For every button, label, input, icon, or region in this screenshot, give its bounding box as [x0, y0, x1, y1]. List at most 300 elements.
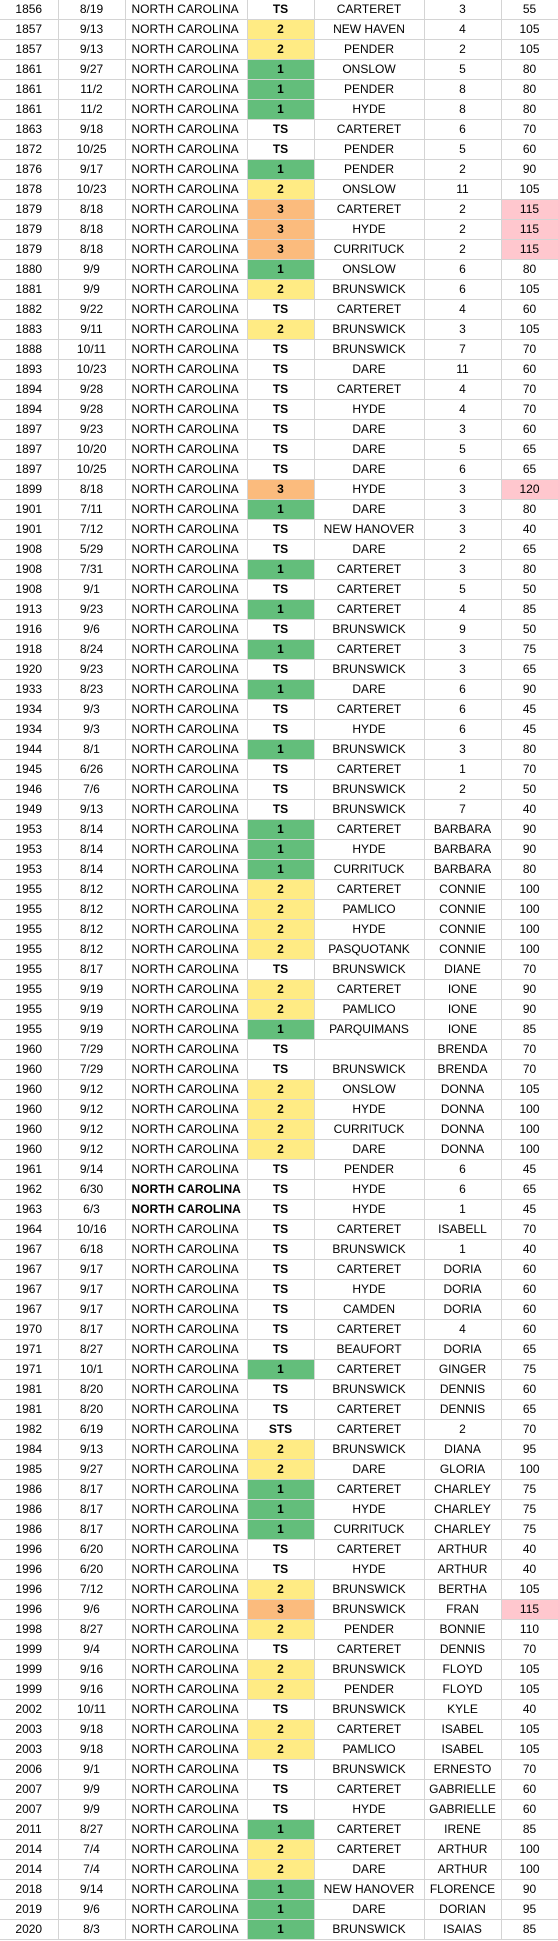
year-cell[interactable]: 2007 — [0, 1780, 58, 1800]
storm-name-cell[interactable]: 7 — [424, 800, 501, 820]
date-cell[interactable]: 7/31 — [58, 560, 125, 580]
category-cell[interactable]: TS — [247, 520, 314, 540]
category-cell[interactable]: 2 — [247, 1080, 314, 1100]
county-cell[interactable]: CARTERET — [314, 380, 424, 400]
county-cell[interactable]: CARTERET — [314, 1360, 424, 1380]
county-cell[interactable]: HYDE — [314, 1200, 424, 1220]
year-cell[interactable]: 1960 — [0, 1060, 58, 1080]
wind-cell[interactable]: 60 — [501, 1280, 558, 1300]
year-cell[interactable]: 1872 — [0, 140, 58, 160]
storm-name-cell[interactable]: 3 — [424, 0, 501, 20]
state-cell[interactable]: NORTH CAROLINA — [125, 660, 247, 680]
county-cell[interactable]: CARTERET — [314, 980, 424, 1000]
wind-cell[interactable]: 80 — [501, 60, 558, 80]
category-cell[interactable]: 2 — [247, 1620, 314, 1640]
county-cell[interactable]: CARTERET — [314, 640, 424, 660]
state-cell[interactable]: NORTH CAROLINA — [125, 560, 247, 580]
wind-cell[interactable]: 100 — [501, 900, 558, 920]
wind-cell[interactable]: 60 — [501, 1300, 558, 1320]
date-cell[interactable]: 8/17 — [58, 1520, 125, 1540]
storm-name-cell[interactable]: 5 — [424, 140, 501, 160]
wind-cell[interactable]: 105 — [501, 320, 558, 340]
storm-name-cell[interactable]: FLOYD — [424, 1680, 501, 1700]
date-cell[interactable]: 9/18 — [58, 1740, 125, 1760]
category-cell[interactable]: TS — [247, 1400, 314, 1420]
county-cell[interactable]: CARTERET — [314, 1480, 424, 1500]
year-cell[interactable]: 1960 — [0, 1080, 58, 1100]
year-cell[interactable]: 1955 — [0, 880, 58, 900]
category-cell[interactable]: TS — [247, 1800, 314, 1820]
state-cell[interactable]: NORTH CAROLINA — [125, 1640, 247, 1660]
storm-name-cell[interactable]: ISABEL — [424, 1720, 501, 1740]
state-cell[interactable]: NORTH CAROLINA — [125, 80, 247, 100]
year-cell[interactable]: 1986 — [0, 1520, 58, 1540]
category-cell[interactable]: TS — [247, 300, 314, 320]
year-cell[interactable]: 1970 — [0, 1320, 58, 1340]
date-cell[interactable]: 9/17 — [58, 1300, 125, 1320]
year-cell[interactable]: 1996 — [0, 1580, 58, 1600]
storm-name-cell[interactable]: 4 — [424, 1320, 501, 1340]
category-cell[interactable]: 1 — [247, 1880, 314, 1900]
category-cell[interactable]: 1 — [247, 1480, 314, 1500]
county-cell[interactable]: HYDE — [314, 1100, 424, 1120]
county-cell[interactable]: BRUNSWICK — [314, 1060, 424, 1080]
state-cell[interactable]: NORTH CAROLINA — [125, 1720, 247, 1740]
category-cell[interactable]: TS — [247, 1200, 314, 1220]
year-cell[interactable]: 1899 — [0, 480, 58, 500]
storm-name-cell[interactable]: 3 — [424, 660, 501, 680]
category-cell[interactable]: 1 — [247, 1920, 314, 1940]
county-cell[interactable]: PAMLICO — [314, 1000, 424, 1020]
category-cell[interactable]: TS — [247, 400, 314, 420]
storm-name-cell[interactable]: 4 — [424, 20, 501, 40]
year-cell[interactable]: 1893 — [0, 360, 58, 380]
wind-cell[interactable]: 70 — [501, 1420, 558, 1440]
wind-cell[interactable]: 105 — [501, 180, 558, 200]
category-cell[interactable]: 2 — [247, 940, 314, 960]
storm-name-cell[interactable]: BRENDA — [424, 1060, 501, 1080]
date-cell[interactable]: 10/23 — [58, 360, 125, 380]
date-cell[interactable]: 9/9 — [58, 280, 125, 300]
year-cell[interactable]: 2011 — [0, 1820, 58, 1840]
date-cell[interactable]: 10/11 — [58, 1700, 125, 1720]
wind-cell[interactable]: 85 — [501, 1820, 558, 1840]
category-cell[interactable]: 2 — [247, 1140, 314, 1160]
date-cell[interactable]: 9/19 — [58, 980, 125, 1000]
state-cell[interactable]: NORTH CAROLINA — [125, 1220, 247, 1240]
category-cell[interactable]: 1 — [247, 1500, 314, 1520]
year-cell[interactable]: 2020 — [0, 1920, 58, 1940]
category-cell[interactable]: TS — [247, 1340, 314, 1360]
year-cell[interactable]: 1955 — [0, 980, 58, 1000]
county-cell[interactable]: HYDE — [314, 480, 424, 500]
wind-cell[interactable]: 100 — [501, 1860, 558, 1880]
state-cell[interactable]: NORTH CAROLINA — [125, 1620, 247, 1640]
date-cell[interactable]: 8/20 — [58, 1400, 125, 1420]
category-cell[interactable]: TS — [247, 620, 314, 640]
date-cell[interactable]: 8/12 — [58, 940, 125, 960]
wind-cell[interactable]: 60 — [501, 360, 558, 380]
year-cell[interactable]: 1879 — [0, 220, 58, 240]
category-cell[interactable]: 1 — [247, 1360, 314, 1380]
category-cell[interactable]: TS — [247, 340, 314, 360]
category-cell[interactable]: TS — [247, 540, 314, 560]
date-cell[interactable]: 9/9 — [58, 260, 125, 280]
category-cell[interactable]: TS — [247, 1540, 314, 1560]
wind-cell[interactable]: 40 — [501, 800, 558, 820]
state-cell[interactable]: NORTH CAROLINA — [125, 760, 247, 780]
wind-cell[interactable]: 105 — [501, 1740, 558, 1760]
county-cell[interactable]: PAMLICO — [314, 1740, 424, 1760]
wind-cell[interactable]: 40 — [501, 1560, 558, 1580]
storm-name-cell[interactable]: 2 — [424, 240, 501, 260]
state-cell[interactable]: NORTH CAROLINA — [125, 1800, 247, 1820]
year-cell[interactable]: 1955 — [0, 940, 58, 960]
state-cell[interactable]: NORTH CAROLINA — [125, 1840, 247, 1860]
year-cell[interactable]: 1908 — [0, 580, 58, 600]
year-cell[interactable]: 1934 — [0, 720, 58, 740]
state-cell[interactable]: NORTH CAROLINA — [125, 1460, 247, 1480]
state-cell[interactable]: NORTH CAROLINA — [125, 1580, 247, 1600]
storm-name-cell[interactable]: 8 — [424, 80, 501, 100]
year-cell[interactable]: 2018 — [0, 1880, 58, 1900]
category-cell[interactable]: 1 — [247, 260, 314, 280]
date-cell[interactable]: 8/14 — [58, 860, 125, 880]
year-cell[interactable]: 1981 — [0, 1400, 58, 1420]
date-cell[interactable]: 9/11 — [58, 320, 125, 340]
date-cell[interactable]: 9/16 — [58, 1680, 125, 1700]
date-cell[interactable]: 9/13 — [58, 20, 125, 40]
county-cell[interactable]: DARE — [314, 1140, 424, 1160]
storm-name-cell[interactable]: ERNESTO — [424, 1760, 501, 1780]
category-cell[interactable]: TS — [247, 420, 314, 440]
date-cell[interactable]: 7/6 — [58, 780, 125, 800]
county-cell[interactable]: HYDE — [314, 720, 424, 740]
wind-cell[interactable]: 50 — [501, 620, 558, 640]
wind-cell[interactable]: 75 — [501, 1500, 558, 1520]
storm-name-cell[interactable]: 3 — [424, 420, 501, 440]
storm-name-cell[interactable]: 1 — [424, 1200, 501, 1220]
state-cell[interactable]: NORTH CAROLINA — [125, 1560, 247, 1580]
wind-cell[interactable]: 70 — [501, 760, 558, 780]
year-cell[interactable]: 1920 — [0, 660, 58, 680]
category-cell[interactable]: TS — [247, 1300, 314, 1320]
year-cell[interactable]: 1964 — [0, 1220, 58, 1240]
storm-name-cell[interactable]: CHARLEY — [424, 1500, 501, 1520]
storm-name-cell[interactable]: ARTHUR — [424, 1840, 501, 1860]
category-cell[interactable]: TS — [247, 1780, 314, 1800]
category-cell[interactable]: 2 — [247, 980, 314, 1000]
year-cell[interactable]: 1996 — [0, 1600, 58, 1620]
storm-name-cell[interactable]: 2 — [424, 220, 501, 240]
category-cell[interactable]: 1 — [247, 1020, 314, 1040]
category-cell[interactable]: 2 — [247, 1460, 314, 1480]
storm-name-cell[interactable]: 3 — [424, 320, 501, 340]
county-cell[interactable]: CAMDEN — [314, 1300, 424, 1320]
category-cell[interactable]: 2 — [247, 1580, 314, 1600]
year-cell[interactable]: 1857 — [0, 20, 58, 40]
county-cell[interactable]: CARTERET — [314, 1540, 424, 1560]
county-cell[interactable]: DARE — [314, 500, 424, 520]
state-cell[interactable]: NORTH CAROLINA — [125, 1380, 247, 1400]
year-cell[interactable]: 1888 — [0, 340, 58, 360]
year-cell[interactable]: 1879 — [0, 240, 58, 260]
storm-name-cell[interactable]: 2 — [424, 1420, 501, 1440]
date-cell[interactable]: 9/23 — [58, 420, 125, 440]
category-cell[interactable]: 1 — [247, 1820, 314, 1840]
category-cell[interactable]: TS — [247, 800, 314, 820]
storm-name-cell[interactable]: DENNIS — [424, 1640, 501, 1660]
state-cell[interactable]: NORTH CAROLINA — [125, 140, 247, 160]
date-cell[interactable]: 9/19 — [58, 1000, 125, 1020]
category-cell[interactable]: 2 — [247, 900, 314, 920]
year-cell[interactable]: 1984 — [0, 1440, 58, 1460]
wind-cell[interactable]: 45 — [501, 1160, 558, 1180]
year-cell[interactable]: 1985 — [0, 1460, 58, 1480]
category-cell[interactable]: 2 — [247, 1840, 314, 1860]
category-cell[interactable]: TS — [247, 660, 314, 680]
wind-cell[interactable]: 90 — [501, 1000, 558, 1020]
wind-cell[interactable]: 65 — [501, 1180, 558, 1200]
storm-name-cell[interactable]: BARBARA — [424, 860, 501, 880]
date-cell[interactable]: 8/27 — [58, 1340, 125, 1360]
date-cell[interactable]: 8/12 — [58, 900, 125, 920]
wind-cell[interactable]: 105 — [501, 1680, 558, 1700]
year-cell[interactable]: 1971 — [0, 1340, 58, 1360]
wind-cell[interactable]: 80 — [501, 860, 558, 880]
wind-cell[interactable]: 70 — [501, 1760, 558, 1780]
storm-name-cell[interactable]: DORIA — [424, 1260, 501, 1280]
county-cell[interactable]: CURRITUCK — [314, 1520, 424, 1540]
wind-cell[interactable]: 80 — [501, 500, 558, 520]
storm-name-cell[interactable]: BARBARA — [424, 820, 501, 840]
storm-name-cell[interactable]: ARTHUR — [424, 1540, 501, 1560]
date-cell[interactable]: 9/19 — [58, 1020, 125, 1040]
wind-cell[interactable]: 65 — [501, 540, 558, 560]
year-cell[interactable]: 1961 — [0, 1160, 58, 1180]
wind-cell[interactable]: 90 — [501, 820, 558, 840]
state-cell[interactable]: NORTH CAROLINA — [125, 1820, 247, 1840]
category-cell[interactable]: TS — [247, 1060, 314, 1080]
county-cell[interactable]: NEW HANOVER — [314, 520, 424, 540]
date-cell[interactable]: 8/3 — [58, 1920, 125, 1940]
wind-cell[interactable]: 105 — [501, 40, 558, 60]
date-cell[interactable]: 8/12 — [58, 880, 125, 900]
date-cell[interactable]: 9/18 — [58, 120, 125, 140]
category-cell[interactable]: 1 — [247, 1900, 314, 1920]
county-cell[interactable]: BRUNSWICK — [314, 1760, 424, 1780]
wind-cell[interactable]: 95 — [501, 1900, 558, 1920]
state-cell[interactable]: NORTH CAROLINA — [125, 440, 247, 460]
year-cell[interactable]: 1946 — [0, 780, 58, 800]
date-cell[interactable]: 10/16 — [58, 1220, 125, 1240]
date-cell[interactable]: 9/13 — [58, 40, 125, 60]
category-cell[interactable]: 3 — [247, 1600, 314, 1620]
county-cell[interactable] — [314, 1040, 424, 1060]
wind-cell[interactable]: 45 — [501, 1200, 558, 1220]
county-cell[interactable]: PENDER — [314, 140, 424, 160]
date-cell[interactable]: 8/17 — [58, 960, 125, 980]
state-cell[interactable]: NORTH CAROLINA — [125, 1520, 247, 1540]
storm-name-cell[interactable]: GABRIELLE — [424, 1800, 501, 1820]
year-cell[interactable]: 2014 — [0, 1860, 58, 1880]
category-cell[interactable]: 2 — [247, 1000, 314, 1020]
year-cell[interactable]: 1996 — [0, 1560, 58, 1580]
county-cell[interactable]: CARTERET — [314, 580, 424, 600]
state-cell[interactable]: NORTH CAROLINA — [125, 1360, 247, 1380]
storm-name-cell[interactable]: DORIA — [424, 1340, 501, 1360]
county-cell[interactable]: NEW HANOVER — [314, 1880, 424, 1900]
county-cell[interactable]: PENDER — [314, 1620, 424, 1640]
county-cell[interactable]: CURRITUCK — [314, 240, 424, 260]
category-cell[interactable]: TS — [247, 380, 314, 400]
county-cell[interactable]: PENDER — [314, 80, 424, 100]
state-cell[interactable]: NORTH CAROLINA — [125, 1080, 247, 1100]
category-cell[interactable]: TS — [247, 460, 314, 480]
storm-name-cell[interactable]: 11 — [424, 180, 501, 200]
county-cell[interactable]: CARTERET — [314, 760, 424, 780]
county-cell[interactable]: HYDE — [314, 840, 424, 860]
state-cell[interactable]: NORTH CAROLINA — [125, 880, 247, 900]
category-cell[interactable]: 2 — [247, 1680, 314, 1700]
wind-cell[interactable]: 100 — [501, 940, 558, 960]
wind-cell[interactable]: 50 — [501, 780, 558, 800]
year-cell[interactable]: 1897 — [0, 460, 58, 480]
county-cell[interactable]: DARE — [314, 460, 424, 480]
storm-name-cell[interactable]: 3 — [424, 740, 501, 760]
year-cell[interactable]: 1949 — [0, 800, 58, 820]
storm-name-cell[interactable]: BRENDA — [424, 1040, 501, 1060]
wind-cell[interactable]: 100 — [501, 920, 558, 940]
category-cell[interactable]: 1 — [247, 640, 314, 660]
state-cell[interactable]: NORTH CAROLINA — [125, 1400, 247, 1420]
year-cell[interactable]: 1967 — [0, 1280, 58, 1300]
wind-cell[interactable]: 105 — [501, 280, 558, 300]
category-cell[interactable]: 1 — [247, 740, 314, 760]
year-cell[interactable]: 1897 — [0, 420, 58, 440]
state-cell[interactable]: NORTH CAROLINA — [125, 260, 247, 280]
state-cell[interactable]: NORTH CAROLINA — [125, 180, 247, 200]
date-cell[interactable]: 7/29 — [58, 1040, 125, 1060]
date-cell[interactable]: 8/18 — [58, 200, 125, 220]
county-cell[interactable]: HYDE — [314, 1560, 424, 1580]
storm-name-cell[interactable]: CONNIE — [424, 940, 501, 960]
year-cell[interactable]: 2014 — [0, 1840, 58, 1860]
date-cell[interactable]: 8/23 — [58, 680, 125, 700]
category-cell[interactable]: 2 — [247, 20, 314, 40]
storm-name-cell[interactable]: CHARLEY — [424, 1520, 501, 1540]
date-cell[interactable]: 7/4 — [58, 1860, 125, 1880]
wind-cell[interactable]: 90 — [501, 1880, 558, 1900]
state-cell[interactable]: NORTH CAROLINA — [125, 240, 247, 260]
state-cell[interactable]: NORTH CAROLINA — [125, 700, 247, 720]
state-cell[interactable]: NORTH CAROLINA — [125, 740, 247, 760]
storm-name-cell[interactable]: 3 — [424, 640, 501, 660]
year-cell[interactable]: 1971 — [0, 1360, 58, 1380]
wind-cell[interactable]: 70 — [501, 340, 558, 360]
year-cell[interactable]: 1933 — [0, 680, 58, 700]
date-cell[interactable]: 6/20 — [58, 1560, 125, 1580]
storm-name-cell[interactable]: DIANA — [424, 1440, 501, 1460]
category-cell[interactable]: 3 — [247, 240, 314, 260]
wind-cell[interactable]: 115 — [501, 200, 558, 220]
county-cell[interactable]: DARE — [314, 540, 424, 560]
county-cell[interactable]: PENDER — [314, 160, 424, 180]
state-cell[interactable]: NORTH CAROLINA — [125, 1040, 247, 1060]
year-cell[interactable]: 1960 — [0, 1120, 58, 1140]
wind-cell[interactable]: 70 — [501, 1060, 558, 1080]
wind-cell[interactable]: 115 — [501, 1600, 558, 1620]
storm-name-cell[interactable]: DONNA — [424, 1080, 501, 1100]
date-cell[interactable]: 9/1 — [58, 580, 125, 600]
state-cell[interactable]: NORTH CAROLINA — [125, 160, 247, 180]
date-cell[interactable]: 9/3 — [58, 720, 125, 740]
date-cell[interactable]: 9/17 — [58, 1280, 125, 1300]
date-cell[interactable]: 9/13 — [58, 800, 125, 820]
date-cell[interactable]: 10/1 — [58, 1360, 125, 1380]
wind-cell[interactable]: 70 — [501, 400, 558, 420]
wind-cell[interactable]: 65 — [501, 440, 558, 460]
state-cell[interactable]: NORTH CAROLINA — [125, 480, 247, 500]
category-cell[interactable]: TS — [247, 1280, 314, 1300]
state-cell[interactable]: NORTH CAROLINA — [125, 340, 247, 360]
wind-cell[interactable]: 60 — [501, 1380, 558, 1400]
category-cell[interactable]: TS — [247, 440, 314, 460]
date-cell[interactable]: 10/11 — [58, 340, 125, 360]
county-cell[interactable]: BRUNSWICK — [314, 1600, 424, 1620]
county-cell[interactable]: DARE — [314, 1900, 424, 1920]
county-cell[interactable]: HYDE — [314, 920, 424, 940]
state-cell[interactable]: NORTH CAROLINA — [125, 100, 247, 120]
county-cell[interactable]: CARTERET — [314, 1820, 424, 1840]
storm-name-cell[interactable]: 4 — [424, 400, 501, 420]
county-cell[interactable]: CARTERET — [314, 1260, 424, 1280]
date-cell[interactable]: 8/18 — [58, 240, 125, 260]
date-cell[interactable]: 9/18 — [58, 1720, 125, 1740]
date-cell[interactable]: 6/20 — [58, 1540, 125, 1560]
category-cell[interactable]: 2 — [247, 1100, 314, 1120]
date-cell[interactable]: 9/22 — [58, 300, 125, 320]
county-cell[interactable]: CARTERET — [314, 1640, 424, 1660]
state-cell[interactable]: NORTH CAROLINA — [125, 820, 247, 840]
category-cell[interactable]: 1 — [247, 60, 314, 80]
storm-name-cell[interactable]: 6 — [424, 720, 501, 740]
state-cell[interactable]: NORTH CAROLINA — [125, 1340, 247, 1360]
storm-name-cell[interactable]: 4 — [424, 380, 501, 400]
wind-cell[interactable]: 100 — [501, 1140, 558, 1160]
state-cell[interactable]: NORTH CAROLINA — [125, 200, 247, 220]
date-cell[interactable]: 9/13 — [58, 1440, 125, 1460]
date-cell[interactable]: 8/27 — [58, 1620, 125, 1640]
storm-name-cell[interactable]: DORIAN — [424, 1900, 501, 1920]
date-cell[interactable]: 8/18 — [58, 480, 125, 500]
date-cell[interactable]: 6/30 — [58, 1180, 125, 1200]
storm-name-cell[interactable]: IONE — [424, 980, 501, 1000]
county-cell[interactable]: HYDE — [314, 1800, 424, 1820]
wind-cell[interactable]: 50 — [501, 580, 558, 600]
state-cell[interactable]: NORTH CAROLINA — [125, 980, 247, 1000]
category-cell[interactable]: 2 — [247, 280, 314, 300]
county-cell[interactable]: PENDER — [314, 40, 424, 60]
date-cell[interactable]: 9/23 — [58, 600, 125, 620]
storm-name-cell[interactable]: FLOYD — [424, 1660, 501, 1680]
county-cell[interactable]: BRUNSWICK — [314, 800, 424, 820]
storm-name-cell[interactable]: 7 — [424, 340, 501, 360]
county-cell[interactable]: PARQUIMANS — [314, 1020, 424, 1040]
county-cell[interactable]: DARE — [314, 440, 424, 460]
storm-name-cell[interactable]: 6 — [424, 460, 501, 480]
state-cell[interactable]: NORTH CAROLINA — [125, 500, 247, 520]
